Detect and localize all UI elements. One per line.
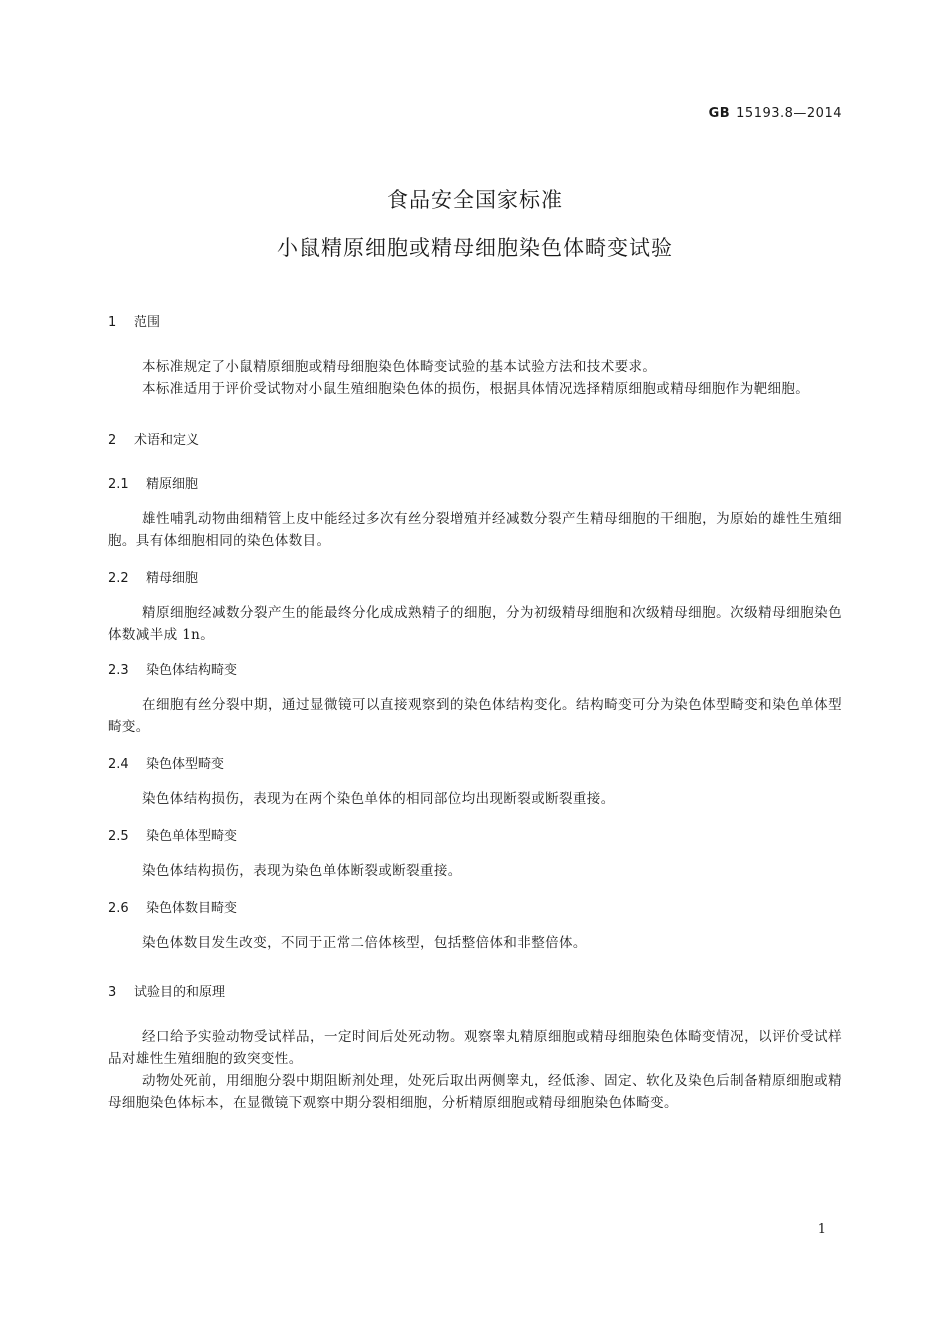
document-title (0, 180, 950, 268)
section-1-heading (108, 308, 842, 338)
subsection-title: 染色体型畸变 (146, 757, 225, 772)
page-number: 1 (817, 1222, 826, 1237)
subsection-2-2-heading (108, 566, 842, 592)
standard-prefix: GB (708, 106, 731, 121)
paragraph: 雄性哺乳动物曲细精管上皮中能经过多次有丝分裂增殖并经减数分裂产生精母细胞的干细胞，为原始的雄性生殖细胞。具有体细胞相同的染色体数目。 (108, 511, 842, 549)
subsection-number: 2.5 (108, 829, 129, 844)
paragraph: 经口给予实验动物受试样品，一定时间后处死动物。观察睾丸精原细胞或精母细胞染色体畸变情况，以评价受试样品对雄性生殖细胞的致突变性。 (108, 1029, 842, 1067)
paragraph: 染色体结构损伤，表现为在两个染色单体的相同部位均出现断裂或断裂重接。 (142, 791, 615, 807)
subsection-2-1-heading (108, 472, 842, 498)
subsection-2-6-heading (108, 896, 842, 922)
section-number: 1 (108, 315, 117, 330)
subsection-2-3-heading (108, 658, 842, 684)
section-number: 3 (108, 985, 117, 1000)
subsection-title: 染色单体型畸变 (146, 829, 238, 844)
subsection-number: 2.6 (108, 901, 129, 916)
subsection-title: 精母细胞 (146, 571, 199, 586)
section-title: 术语和定义 (134, 433, 200, 448)
paragraph: 动物处死前，用细胞分裂中期阻断剂处理，处死后取出两侧睾丸，经低渗、固定、软化及染色后制备精原细胞或精母细胞染色体标本，在显微镜下观察中期分裂相细胞，分析精原细胞或精母细胞染色体畸变。 (108, 1073, 842, 1111)
section-title: 试验目的和原理 (134, 985, 226, 1000)
title-line-1: 食品安全国家标准 (387, 188, 563, 212)
section-title: 范围 (134, 315, 161, 330)
section-number: 2 (108, 433, 117, 448)
subsection-2-5-heading (108, 824, 842, 850)
standard-code (709, 106, 842, 121)
title-line-2: 小鼠精原细胞或精母细胞染色体畸变试验 (277, 236, 673, 260)
subsection-2-4-heading (108, 752, 842, 778)
subsection-number: 2.1 (108, 477, 129, 492)
subsection-title: 精原细胞 (146, 477, 199, 492)
subsection-number: 2.2 (108, 571, 129, 586)
paragraph: 染色体结构损伤，表现为染色单体断裂或断裂重接。 (142, 863, 462, 879)
subsection-title: 染色体数目畸变 (146, 901, 238, 916)
section-2-heading (108, 426, 842, 456)
subsection-number: 2.3 (108, 663, 129, 678)
subsection-title: 染色体结构畸变 (146, 663, 238, 678)
paragraph: 本标准规定了小鼠精原细胞或精母细胞染色体畸变试验的基本试验方法和技术要求。 (142, 359, 657, 375)
document-body (108, 308, 842, 1114)
paragraph: 染色体数目发生改变，不同于正常二倍体核型，包括整倍体和非整倍体。 (142, 935, 587, 951)
subsection-number: 2.4 (108, 757, 129, 772)
section-3-heading (108, 978, 842, 1008)
paragraph: 在细胞有丝分裂中期，通过显微镜可以直接观察到的染色体结构变化。结构畸变可分为染色体型畸变和染色单体型畸变。 (108, 697, 842, 735)
standard-number: 15193.8—2014 (736, 106, 842, 121)
paragraph: 本标准适用于评价受试物对小鼠生殖细胞染色体的损伤，根据具体情况选择精原细胞或精母细胞作为靶细胞。 (142, 381, 810, 397)
paragraph: 精原细胞经减数分裂产生的能最终分化成成熟精子的细胞，分为初级精母细胞和次级精母细胞。次级精母细胞染色体数减半成 1n。 (108, 605, 842, 643)
